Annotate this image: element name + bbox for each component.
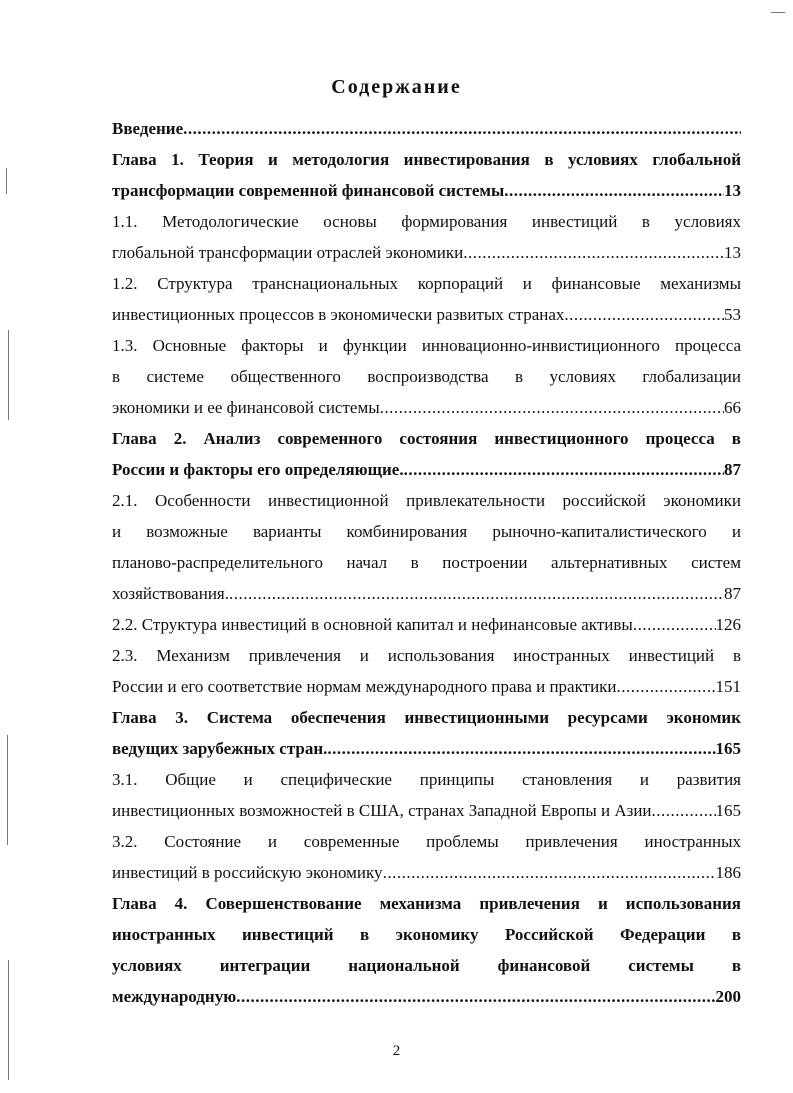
toc-entry-line: в системе общественного воспроизводства в условиях глобализации (112, 367, 741, 386)
page-title: Содержание (331, 76, 462, 98)
toc-entry-title: экономики и ее финансовой системы (112, 398, 380, 417)
toc-entry-line: и возможные варианты комбинирования рыночно-капиталистического и (112, 522, 741, 541)
toc-entry (112, 981, 741, 1012)
toc-entry-line: условиях интеграции национальной финансовой системы в (112, 956, 741, 975)
scan-mark (6, 168, 7, 194)
toc-page-number: 87 (724, 460, 741, 479)
toc-entry-line: Глава 3. Система обеспечения инвестиционными ресурсами экономик (112, 708, 741, 727)
toc-entry-line: 1.3. Основные факторы и функции инновационно-инвистиционного процесса (112, 336, 741, 355)
toc-entry-title: инвестиций в российскую экономику (112, 863, 383, 882)
dot-leader (652, 795, 716, 826)
toc-entry (112, 795, 741, 826)
toc-entry (112, 237, 741, 268)
scan-mark (7, 735, 8, 845)
dot-leader (327, 733, 715, 764)
toc-entry-line: Глава 1. Теория и методология инвестирования в условиях глобальной (112, 150, 741, 169)
dot-leader (617, 671, 716, 702)
toc-page-number: 165 (715, 801, 741, 820)
dot-leader (463, 237, 724, 268)
toc-entry (112, 392, 741, 423)
toc-page-number: 186 (715, 863, 741, 882)
toc-entry-title: 2.2. Структура инвестиций в основной капитал и нефинансовые активы (112, 615, 633, 634)
dot-leader (504, 175, 724, 206)
toc-entry-title: инвестиционных возможностей в США, странах Западной Европы и Азии (112, 801, 652, 820)
toc-entry-title: Введение (112, 119, 184, 138)
dot-leader (564, 299, 724, 330)
dot-leader (404, 454, 724, 485)
toc-page-number: 87 (724, 584, 741, 603)
toc-entry-title: России и его соответствие нормам международного права и практики (112, 677, 617, 696)
toc-page-number: 66 (724, 398, 741, 417)
toc-entry (112, 671, 741, 702)
toc-entry-line: Глава 4. Совершенствование механизма привлечения и использования (112, 894, 741, 913)
scan-mark (771, 12, 785, 13)
toc-entry-line: 1.2. Структура транснациональных корпораций и финансовые механизмы (112, 274, 741, 293)
toc-entry-title: хозяйствования. (112, 584, 229, 603)
toc-entry (112, 578, 741, 609)
toc-page-number: 13 (724, 181, 741, 200)
scan-mark (8, 960, 9, 1080)
toc-page-number: 126 (715, 615, 741, 634)
toc-entry-title: инвестиционных процессов в экономически развитых странах (112, 305, 565, 324)
toc-entry (112, 175, 741, 206)
toc-entry-line: планово-распределительного начал в построении альтернативных систем (112, 553, 741, 572)
toc-entry-line: 3.2. Состояние и современные проблемы привлечения иностранных (112, 832, 741, 851)
toc-page-number: 200 (715, 987, 741, 1006)
toc-entry-title: России и факторы его определяющие. (112, 460, 404, 479)
toc-entry-title: ведущих зарубежных стран. (112, 739, 328, 758)
toc-entry (112, 857, 741, 888)
toc-entry-line: 2.1. Особенности инвестиционной привлекательности российской экономики (112, 491, 741, 510)
toc-entry (112, 113, 741, 144)
toc-page-number: 13 (724, 243, 741, 262)
toc-entry-title: международную (112, 987, 237, 1006)
dot-leader (380, 392, 724, 423)
toc-entry (112, 454, 741, 485)
toc-entry-line: 3.1. Общие и специфические принципы становления и развития (112, 770, 741, 789)
toc-entry-line: 1.1. Методологические основы формирования инвестиций в условиях (112, 212, 741, 231)
dot-leader (633, 609, 716, 640)
toc-entry-line: Глава 2. Анализ современного состояния инвестиционного процесса в (112, 429, 741, 448)
toc-entry-title: глобальной трансформации отраслей экономики (112, 243, 464, 262)
dot-leader (383, 857, 716, 888)
dot-leader (229, 578, 724, 609)
toc-page-number: 165 (715, 739, 741, 758)
scan-mark (8, 330, 9, 420)
toc-entry (112, 733, 741, 764)
toc-page-number: 53 (724, 305, 741, 324)
table-of-contents (112, 113, 741, 1012)
toc-entry-line: иностранных инвестиций в экономику Российской Федерации в (112, 925, 741, 944)
toc-entry-line: 2.3. Механизм привлечения и использования иностранных инвестиций в (112, 646, 741, 665)
dot-leader (236, 981, 715, 1012)
toc-entry (112, 609, 741, 640)
toc-entry (112, 299, 741, 330)
page-number: 2 (392, 1043, 401, 1059)
toc-page-number: 151 (715, 677, 741, 696)
dot-leader (183, 113, 741, 144)
toc-entry-title: трансформации современной финансовой системы (112, 181, 505, 200)
